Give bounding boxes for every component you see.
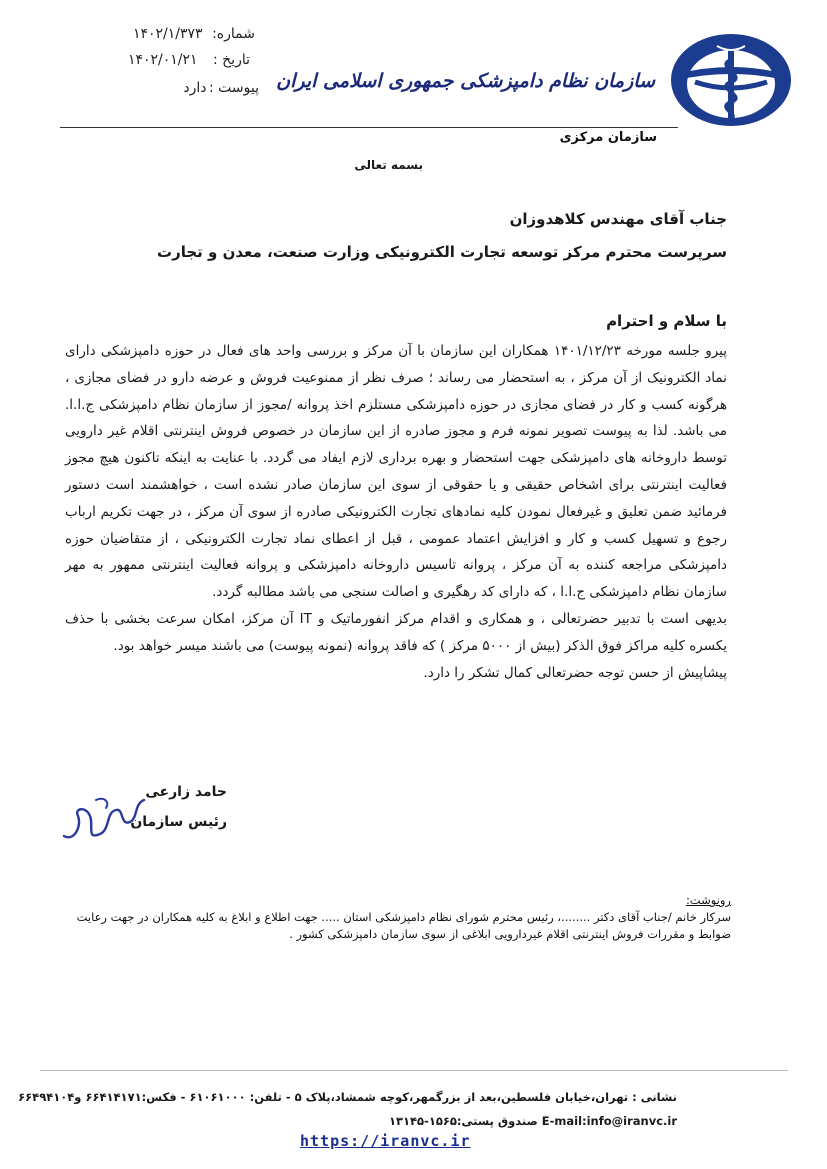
- handwritten-signature: [60, 786, 150, 846]
- signer-title: رئیس سازمان: [130, 814, 227, 830]
- header-divider: [60, 127, 678, 128]
- org-logo: [667, 30, 795, 130]
- letter-attachment-value: دارد: [183, 80, 207, 96]
- letter-number-label: شماره:: [212, 26, 255, 42]
- basmala: بسمه تعالی: [354, 158, 423, 172]
- cc-section: [67, 892, 731, 943]
- body-paragraph-3: پیشاپیش از حسن توجه حضرتعالی کمال تشکر را دارد.: [423, 664, 727, 681]
- letter-date-label: تاریخ :: [212, 52, 250, 68]
- org-name-calligraphy: سازمان نظام دامپزشکی جمهوری اسلامی ایران: [276, 70, 655, 92]
- letter-number: [133, 26, 255, 42]
- org-subtitle: سازمان مرکزی: [559, 130, 657, 145]
- body-paragraph-2: بدیهی است با تدبیر حضرتعالی ، و همکاری و اقدام مرکز انفورماتیک و IT آن مرکز، امکان سرعت بخشی با حذف یکسره کلیه مراکز فوق الذکر (بیش از ۵۰۰۰ مرکز ) که فاقد پروانه (نمونه پیوست) می باشند میسر خواهد بود.: [65, 610, 727, 654]
- cc-text: سرکار خانم /جناب آقای دکتر ........، رئیس محترم شورای نظام دامپزشکی استان ..... جهت اطلاع و ابلاغ به کلیه همکاران در جهت رعایت ضوابط و مقررات فروش اینترنتی اقلام غیردارویی ابلاغی از سوی سازمان دامپزشکی کشور .: [76, 910, 731, 941]
- footer-address: نشانی : تهران،خیابان فلسطین،بعد از بزرگمهر،کوچه شمشاد،پلاک ۵ - تلفن: ۶۱۰۶۱۰۰۰ - فکس:۶۶۴۱۴۱۷۱ و۶۶۴۹۴۱۰۴: [18, 1090, 677, 1104]
- recipient-title: سرپرست محترم مرکز توسعه تجارت الکترونیکی وزارت صنعت، معدن و تجارت: [157, 243, 727, 261]
- signer-name: حامد زارعی: [145, 784, 227, 800]
- footer-email-postbox: E-mail:info@iranvc.ir صندوق پستی:۱۵۶۵-۱۳۱۴۵: [388, 1114, 677, 1128]
- greeting: با سلام و احترام: [606, 312, 727, 330]
- letter-date-value: ۱۴۰۲/۰۱/۲۱: [127, 52, 198, 68]
- footer-website-link[interactable]: https://iranvc.ir: [300, 1132, 471, 1150]
- letter-body: [65, 338, 727, 686]
- letter-attachment-label: پیوست :: [209, 80, 259, 96]
- cc-heading: رونوشت:: [685, 893, 731, 907]
- recipient-name: جناب آقای مهندس کلاهدوزان: [509, 210, 727, 228]
- letter-date: [128, 52, 250, 68]
- letter-number-value: ۱۴۰۲/۱/۳۷۳: [132, 26, 203, 42]
- letter-attachment: [183, 80, 259, 96]
- footer-divider: [40, 1070, 788, 1071]
- body-paragraph-1: پیرو جلسه مورخه ۱۴۰۱/۱۲/۲۳ همکاران این سازمان با آن مرکز و بررسی واحد های فعال در حوزه دامپزشکی دارای نماد الکترونیک از آن مرکز ، به استحضار می رساند ؛ صرف نظر از ممنوعیت فروش و عرضه دارو در فضای مجازی ، هرگونه کسب و کار در فضای مجازی در حوزه دامپزشکی مستلزم اخذ پروانه /مجوز از سازمان نظام دامپزشکی ج.ا.ا. می باشد. لذا به پیوست تصویر نمونه فرم و مجوز صادره از این سازمان در خصوص فروش اینترنتی اقلام غیر دارویی توسط داروخانه های دامپزشکی جهت استحضار و بهره برداری لازم ایفاد می گردد. با عنایت به اینکه تاکنون هیچ مجوز فعالیت اینترنتی برای اشخاص حقیقی و یا حقوقی از سوی این سازمان صادر نشده است ، خواهشمند است دستور فرمائید ضمن تعلیق و غیرفعال نمودن کلیه نمادهای تجارت الکترونیکی صادره از سوی آن مرکز ، در جهت تکریم ارباب رجوع و تسهیل کسب و کار و افزایش اعتماد عمومی ، قبل از اعطای نماد تجارت الکترونیکی ، از متقاضیان حوزه دامپزشکی مراجعه کننده به آن مرکز ، پروانه تاسیس داروخانه دامپزشکی و پروانه فعالیت اینترنتی ممهور به مهر سازمان نظام دامپزشکی ج.ا.ا ، که دارای کد رهگیری و اصالت سنجی می باشد مطالبه گردد.: [65, 343, 727, 601]
